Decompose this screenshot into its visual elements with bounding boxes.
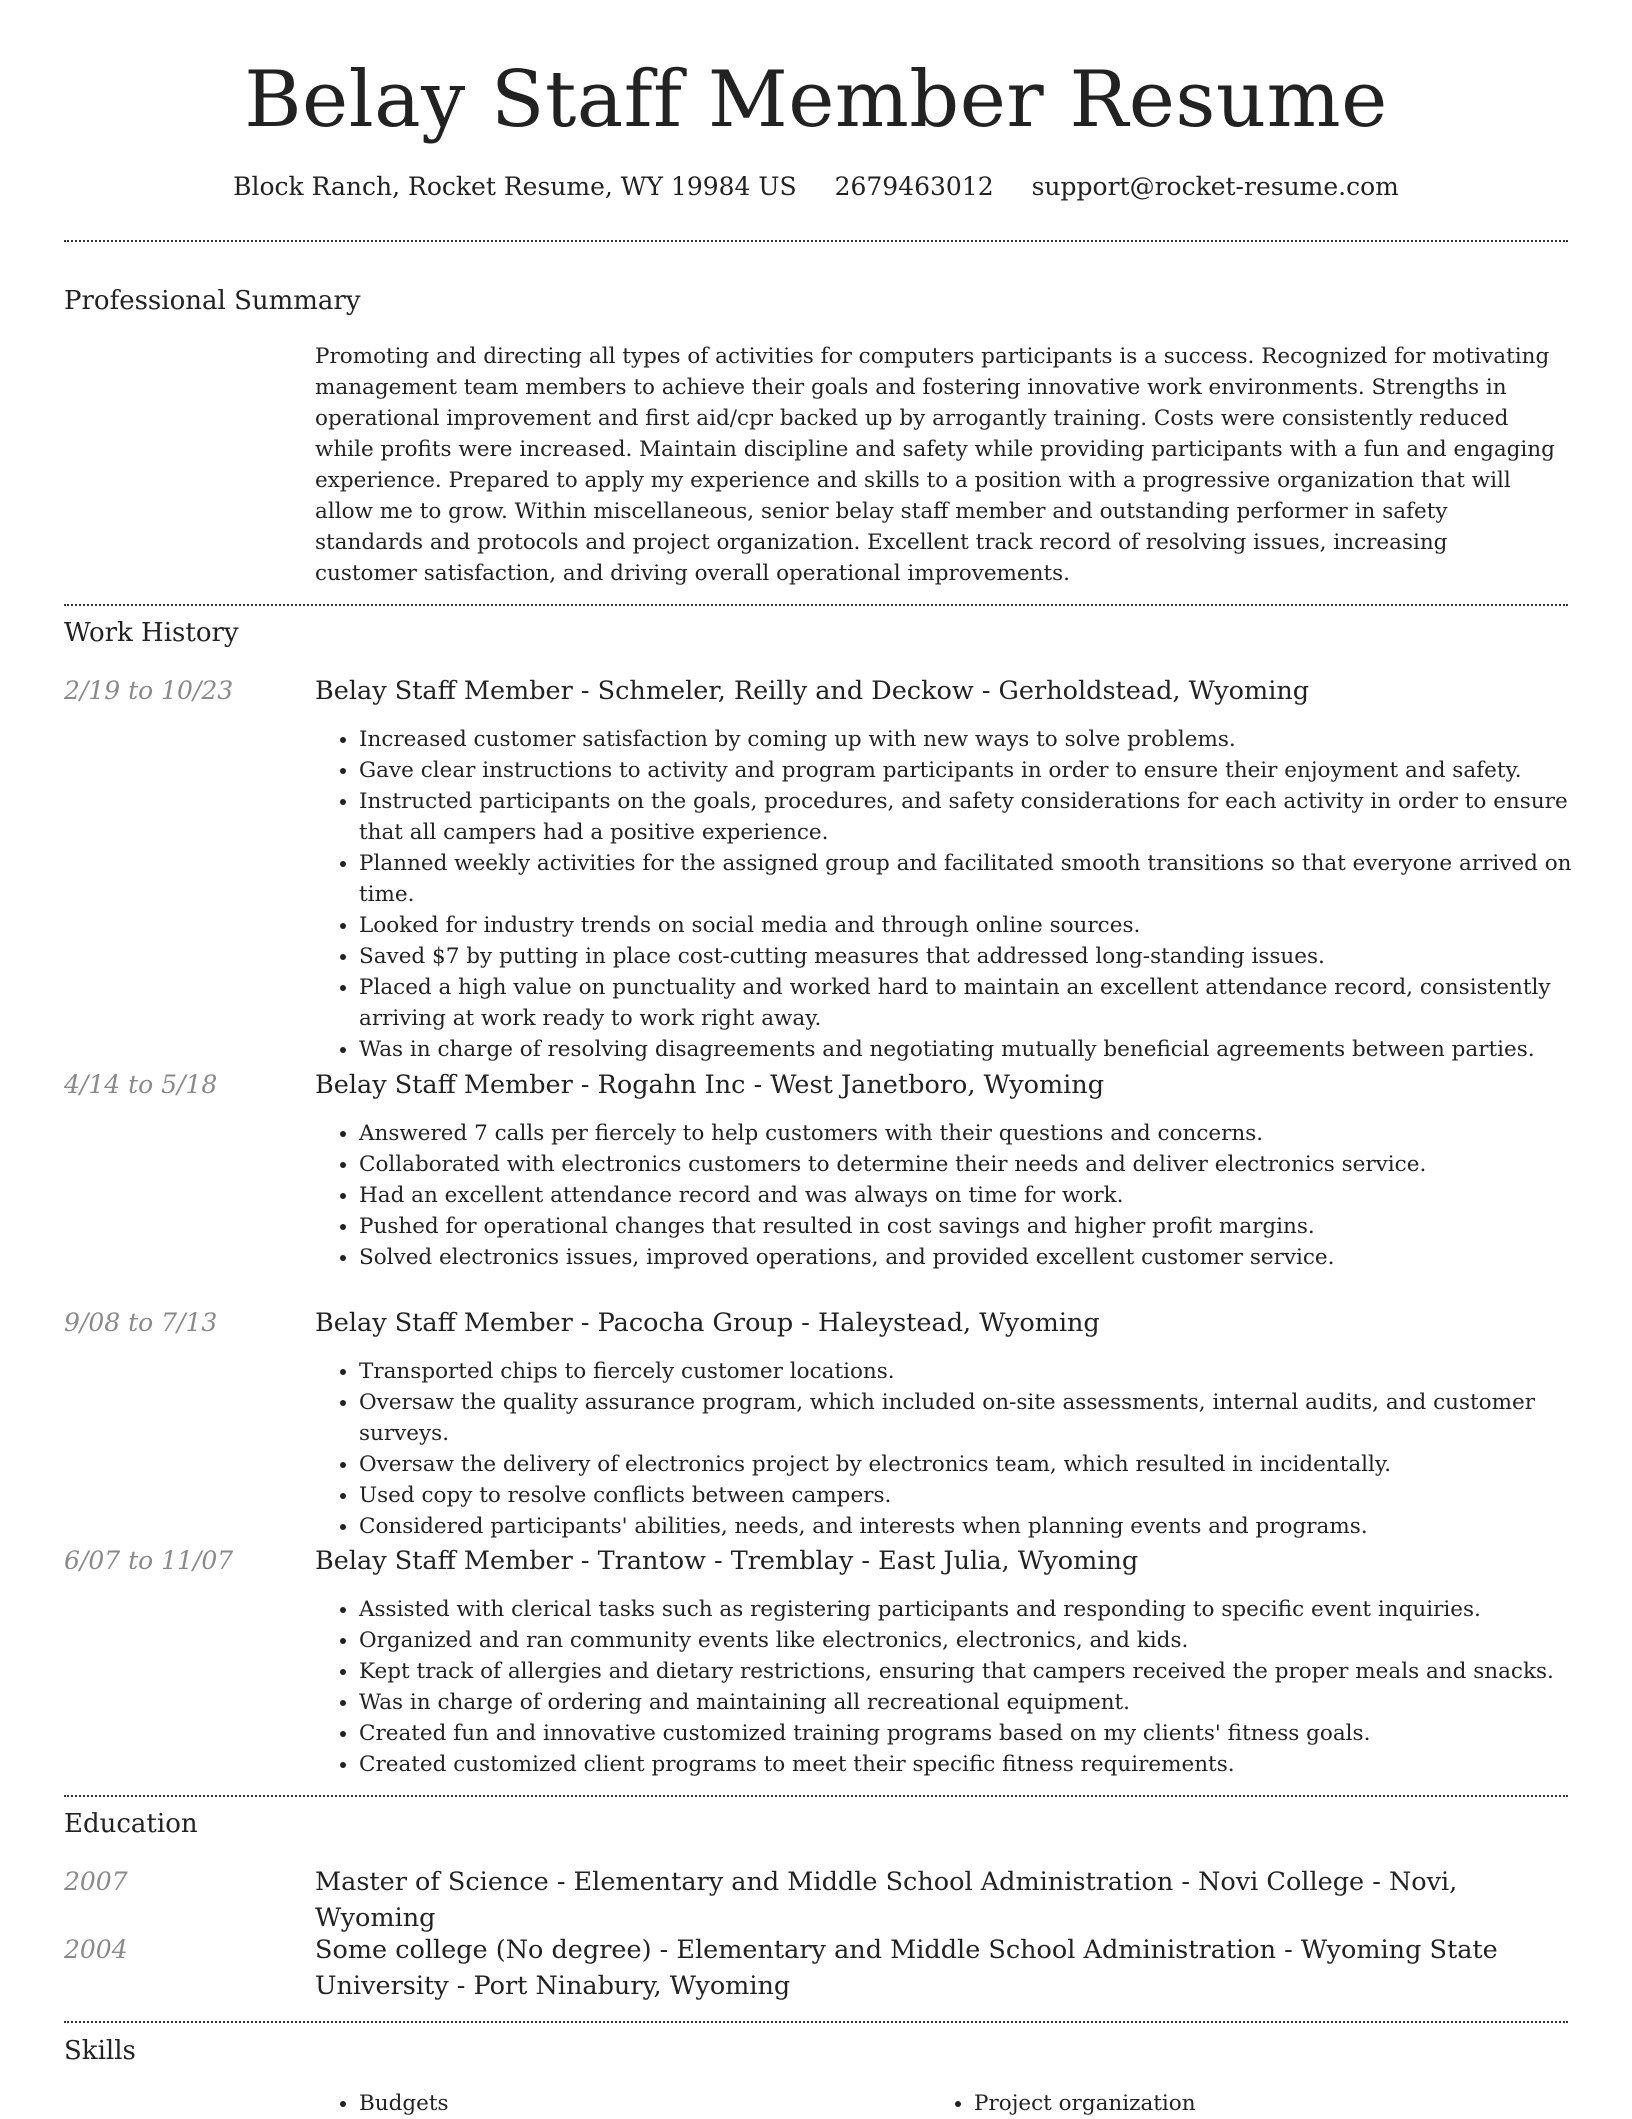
work-history-heading: Work History xyxy=(64,618,239,648)
list-item: • Transported chips to fiercely customer locations. xyxy=(359,1356,1609,1387)
list-item: • Kept track of allergies and dietary restrictions, ensuring that campers received the proper meals and snacks. xyxy=(359,1656,1609,1687)
job-bullets xyxy=(315,724,1609,1065)
contact-line xyxy=(0,170,1632,204)
education-heading: Education xyxy=(64,1809,198,1839)
job-bullets xyxy=(315,1118,1609,1273)
list-item: • Planned weekly activities for the assigned group and facilitated smooth transitions so that everyone arrived on time. xyxy=(359,848,1609,910)
education-entry: Master of Science - Elementary and Middle School Administration - Novi College - Novi, Wyoming xyxy=(315,1867,1458,1933)
list-item: • Collaborated with electronics customers to determine their needs and deliver electronics service. xyxy=(359,1149,1609,1180)
section-divider xyxy=(64,240,1568,242)
education-year: 2004 xyxy=(64,1935,128,1964)
education-entry: Some college (No degree) - Elementary and Middle School Administration - Wyoming State University - Port Ninabury, Wyoming xyxy=(315,1935,1498,2001)
summary-text: Promoting and directing all types of activities for computers participants is a success. Recognized for motivating management team members to achieve their goals and fostering innovative work environments. Strengths in operational improvement and first aid/cpr backed up by arrogantly training. Costs were consistently reduced while profits were increased. Maintain discipline and safety while providing participants with a fun and engaging experience. Prepared to apply my experience and skills to a position with a progressive organization that will allow me to grow. Within miscellaneous, senior belay staff member and outstanding performer in safety standards and protocols and project organization. Excellent track record of resolving issues, increasing customer satisfaction, and driving overall operational improvements. xyxy=(315,344,1555,586)
job-dates: 9/08 to 7/13 xyxy=(64,1308,218,1337)
education-year: 2007 xyxy=(64,1867,128,1896)
skills-list-right xyxy=(930,2088,1196,2119)
list-item: • Answered 7 calls per fiercely to help customers with their questions and concerns. xyxy=(359,1118,1609,1149)
job-title: Belay Staff Member - Pacocha Group - Haleystead, Wyoming xyxy=(315,1308,1100,1338)
list-item: • Organized and ran community events like electronics, electronics, and kids. xyxy=(359,1625,1609,1656)
list-item: • Pushed for operational changes that resulted in cost savings and higher profit margins. xyxy=(359,1211,1609,1242)
list-item: • Project organization xyxy=(974,2088,1196,2119)
list-item: • Created customized client programs to meet their specific fitness requirements. xyxy=(359,1749,1609,1780)
list-item: • Instructed participants on the goals, procedures, and safety considerations for each activity in order to ensure that all campers had a positive experience. xyxy=(359,786,1609,848)
resume-title: Belay Staff Member Resume xyxy=(244,55,1388,145)
list-item: • Budgets xyxy=(359,2088,449,2119)
job-dates: 2/19 to 10/23 xyxy=(64,676,234,705)
job-title: Belay Staff Member - Trantow - Tremblay - East Julia, Wyoming xyxy=(315,1546,1139,1576)
list-item: • Oversaw the delivery of electronics project by electronics team, which resulted in incidentally. xyxy=(359,1449,1609,1480)
list-item: • Placed a high value on punctuality and worked hard to maintain an excellent attendance record, consistently arriving at work ready to work right away. xyxy=(359,972,1609,1034)
list-item: • Saved $7 by putting in place cost-cutting measures that addressed long-standing issues. xyxy=(359,941,1609,972)
list-item: • Was in charge of ordering and maintaining all recreational equipment. xyxy=(359,1687,1609,1718)
list-item: • Used copy to resolve conflicts between campers. xyxy=(359,1480,1609,1511)
job-title: Belay Staff Member - Schmeler, Reilly and Deckow - Gerholdstead, Wyoming xyxy=(315,676,1310,706)
list-item: • Looked for industry trends on social media and through online sources. xyxy=(359,910,1609,941)
skills-heading: Skills xyxy=(64,2036,136,2066)
summary-heading: Professional Summary xyxy=(64,286,361,316)
job-title: Belay Staff Member - Rogahn Inc - West Janetboro, Wyoming xyxy=(315,1070,1105,1100)
phone: 2679463012 xyxy=(834,172,994,201)
job-dates: 6/07 to 11/07 xyxy=(64,1546,234,1575)
list-item: • Assisted with clerical tasks such as registering participants and responding to specific event inquiries. xyxy=(359,1594,1609,1625)
section-divider xyxy=(64,2021,1568,2023)
list-item: • Gave clear instructions to activity and program participants in order to ensure their enjoyment and safety. xyxy=(359,755,1609,786)
email-link[interactable]: support@rocket-resume.com xyxy=(1031,172,1399,201)
list-item: • Considered participants' abilities, needs, and interests when planning events and programs. xyxy=(359,1511,1609,1542)
section-divider xyxy=(64,1795,1568,1797)
list-item: • Created fun and innovative customized training programs based on my clients' fitness goals. xyxy=(359,1718,1609,1749)
job-bullets xyxy=(315,1356,1609,1542)
address: Block Ranch, Rocket Resume, WY 19984 US xyxy=(233,172,797,201)
job-bullets xyxy=(315,1594,1609,1780)
list-item: • Increased customer satisfaction by coming up with new ways to solve problems. xyxy=(359,724,1609,755)
skills-list-left xyxy=(315,2088,449,2119)
job-dates: 4/14 to 5/18 xyxy=(64,1070,218,1099)
list-item: • Had an excellent attendance record and was always on time for work. xyxy=(359,1180,1609,1211)
section-divider xyxy=(64,604,1568,606)
list-item: • Solved electronics issues, improved operations, and provided excellent customer service. xyxy=(359,1242,1609,1273)
list-item: • Was in charge of resolving disagreements and negotiating mutually beneficial agreements between parties. xyxy=(359,1034,1609,1065)
list-item: • Oversaw the quality assurance program, which included on-site assessments, internal audits, and customer surveys. xyxy=(359,1387,1609,1449)
